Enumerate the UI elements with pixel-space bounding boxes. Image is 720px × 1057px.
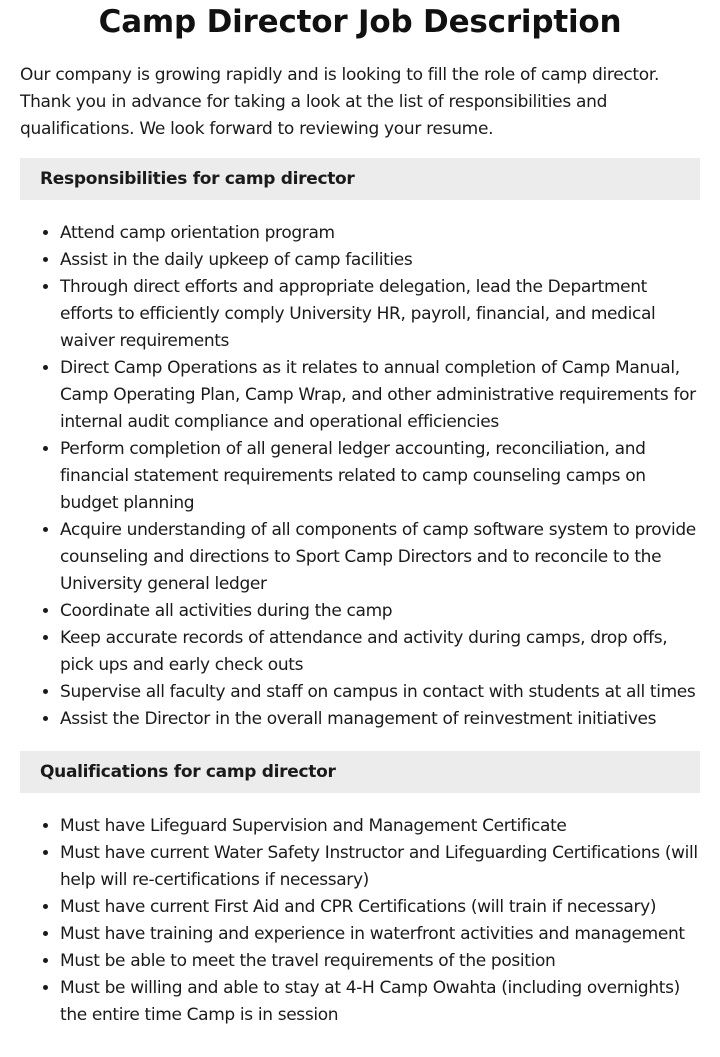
list-item: • Acquire understanding of all components of camp software system to provide counseling and directions to Sport Camp Directors and to reconcile to the University general ledger xyxy=(60,517,700,598)
list-item: • Must be willing and able to stay at 4-H Camp Owahta (including overnights) the entire time Camp is in session xyxy=(60,975,700,1029)
list-item: • Must be able to meet the travel requirements of the position xyxy=(60,948,700,975)
list-item: • Attend camp orientation program xyxy=(60,220,700,247)
intro-paragraph: Our company is growing rapidly and is looking to fill the role of camp director. Thank you in advance for taking a look at the list of responsibilities and qualifications. We look forward to reviewing your resume. xyxy=(20,65,660,139)
responsibilities-list xyxy=(20,220,700,733)
page-title: Camp Director Job Description xyxy=(98,4,622,40)
list-item: • Supervise all faculty and staff on campus in contact with students at all times xyxy=(60,679,700,706)
list-item: • Through direct efforts and appropriate delegation, lead the Department efforts to efficiently comply University HR, payroll, financial, and medical waiver requirements xyxy=(60,274,700,355)
responsibilities-heading: Responsibilities for camp director xyxy=(20,158,700,200)
list-item: • Must have current Water Safety Instructor and Lifeguarding Certifications (will help will re-certifications if necessary) xyxy=(60,840,700,894)
qualifications-list xyxy=(20,813,700,1029)
list-item: • Perform completion of all general ledger accounting, reconciliation, and financial statement requirements related to camp counseling camps on budget planning xyxy=(60,436,700,517)
list-item: • Coordinate all activities during the camp xyxy=(60,598,700,625)
list-item: • Direct Camp Operations as it relates to annual completion of Camp Manual, Camp Operating Plan, Camp Wrap, and other administrative requirements for internal audit compliance and operational efficiencies xyxy=(60,355,700,436)
list-item: • Must have Lifeguard Supervision and Management Certificate xyxy=(60,813,700,840)
qualifications-heading: Qualifications for camp director xyxy=(20,751,700,793)
list-item: • Keep accurate records of attendance and activity during camps, drop offs, pick ups and early check outs xyxy=(60,625,700,679)
list-item: • Must have current First Aid and CPR Certifications (will train if necessary) xyxy=(60,894,700,921)
list-item: • Assist in the daily upkeep of camp facilities xyxy=(60,247,700,274)
list-item: • Must have training and experience in waterfront activities and management xyxy=(60,921,700,948)
list-item: • Assist the Director in the overall management of reinvestment initiatives xyxy=(60,706,700,733)
